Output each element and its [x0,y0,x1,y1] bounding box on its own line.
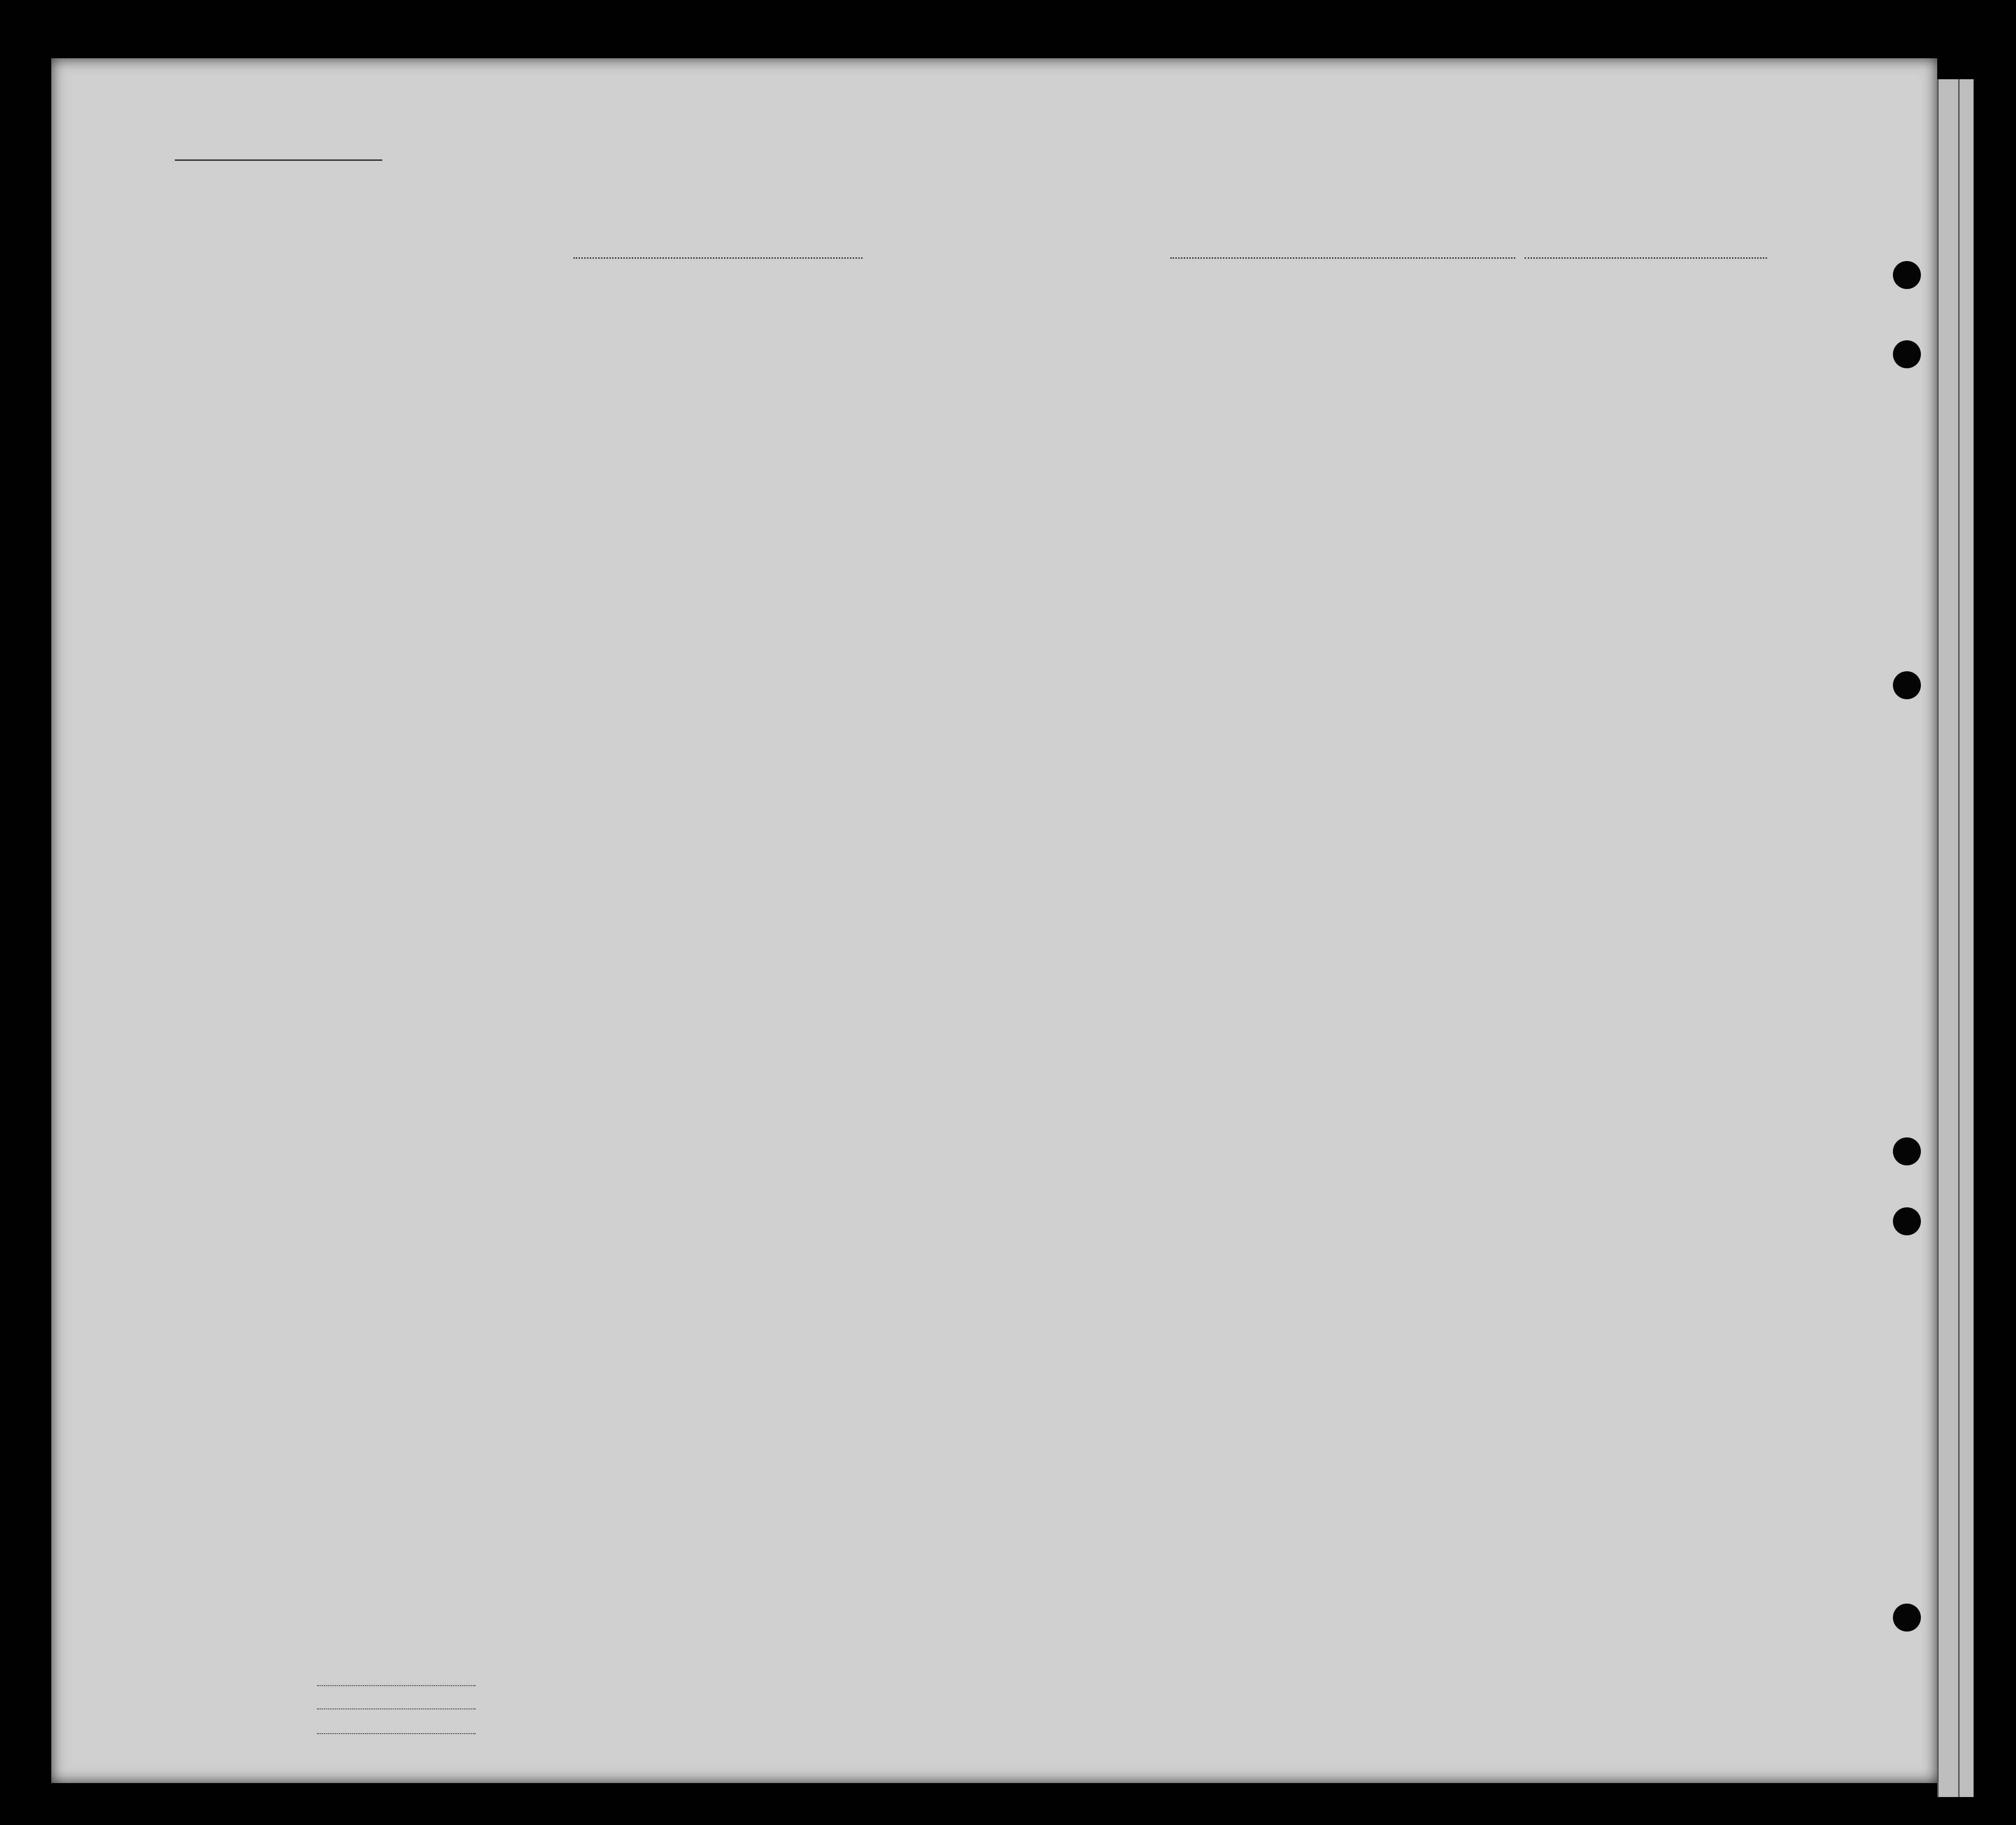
footer-underline-3 [317,1733,476,1734]
footer-underline-1 [317,1685,476,1686]
footer-underline-2 [317,1708,476,1709]
